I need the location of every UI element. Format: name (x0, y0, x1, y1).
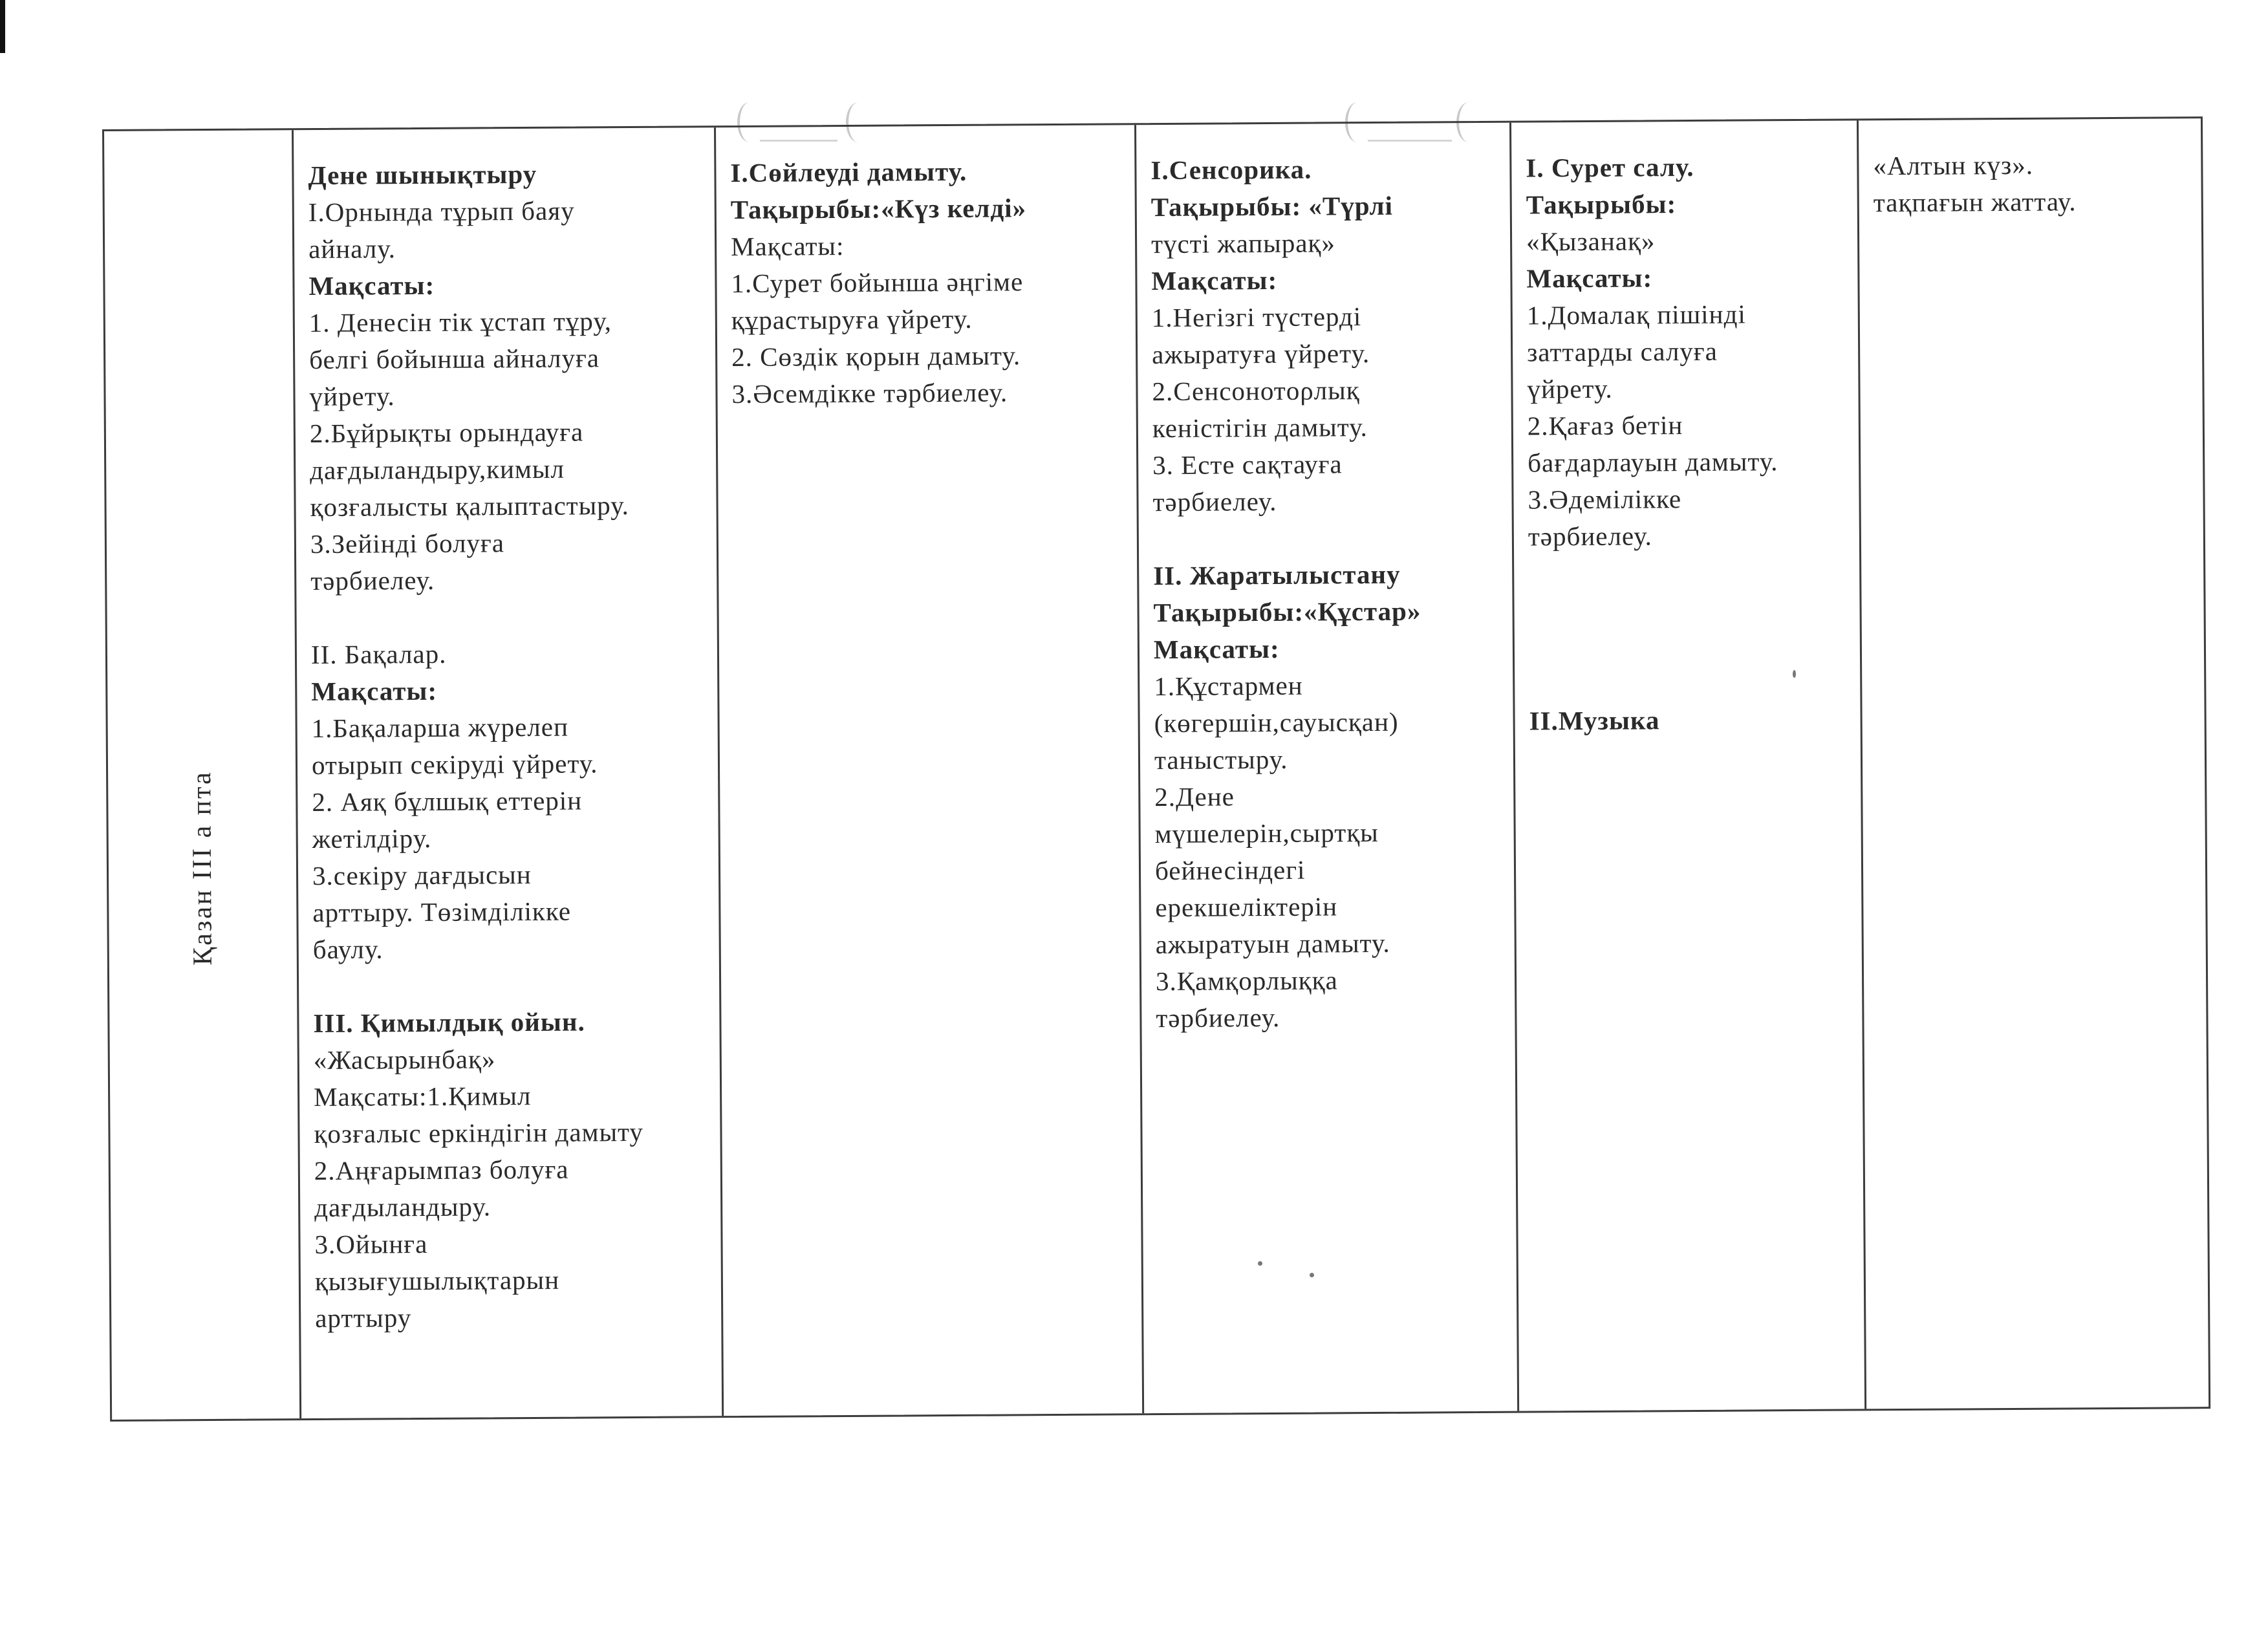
cell-text-line: үйрету. (1527, 373, 1613, 404)
cell-text-line: 1.Домалақ пішінді (1526, 299, 1746, 330)
cell-text-line: қызығушылықтарын (314, 1264, 560, 1297)
cell-text-line: 2.Аңғарымпаз болуға (314, 1154, 569, 1186)
blank-line (1528, 590, 1850, 629)
cell-text-line: Мақсаты: (311, 675, 438, 707)
cell-text-line: 2. Сөздік қорын дамыту. (731, 340, 1021, 373)
cell-text-line: Тақырыбы:«Күз келді» (730, 193, 1027, 225)
cell-text-line: 1.Негізгі түстерді (1151, 301, 1362, 333)
cell-text-line: 3.Ойынға (314, 1228, 428, 1260)
cell-text-line: Мақсаты: (1153, 633, 1280, 665)
cell-text-line: Мақсаты: (730, 230, 845, 262)
cell-text-line: Тақырыбы: «Түрлі (1150, 190, 1394, 222)
cell-text-line: тәрбиелеу. (310, 565, 435, 596)
cell-text-line: 2.Сенсонотορлық (1152, 375, 1360, 407)
cell-text-line: заттарды салуға (1527, 336, 1718, 367)
cell-text-line: 3. Есте сақтауға (1152, 449, 1343, 481)
cell-text-line: отырып секіруді үйрету. (311, 748, 598, 781)
cell-text-line: ажыратуын дамыту. (1155, 927, 1390, 960)
cell-text-line: таныстыру. (1154, 744, 1288, 775)
cell-text-line: ІІІ. Қимылдық ойын. (313, 1006, 585, 1039)
cell-text-line: Мақсаты: (1151, 265, 1278, 296)
blank-line (313, 966, 710, 1005)
blank-line (310, 597, 707, 636)
cell-text-line: І.Орнында тұрып баяу (308, 195, 575, 228)
drawing-music-cell (1509, 120, 1864, 1411)
cell-text-line: тәрбиелеу. (1528, 521, 1652, 552)
physical-education-cell (292, 127, 722, 1418)
cell-text-line: 1. Денесін тік ұстап тұру, (308, 306, 612, 338)
scan-corner-mark (0, 0, 5, 53)
cell-text-line: 2. Аяқ бұлшық еттерін (312, 785, 583, 817)
cell-text-line: 3.Әсемдікке тәрбиелеу. (731, 377, 1008, 409)
cell-text-line: баулу. (312, 934, 383, 965)
cell-text-line: 2.Қағаз бетін (1527, 410, 1683, 441)
blank-line (1529, 627, 1851, 666)
cell-text-line: 3.Зейінді болуға (310, 528, 505, 559)
cell-text-line: Дене шынықтыру (308, 158, 537, 191)
week-label: Қазан ІІІ а пта (187, 770, 218, 966)
cell-text-line: «Жасырынбақ» (313, 1044, 496, 1076)
cell-text-line: 2.Бұйрықты орындауға (309, 417, 584, 449)
poem-learning-cell (1857, 118, 2212, 1409)
cell-text-line: Мақсаты:1.Қимыл (314, 1080, 532, 1112)
weekly-plan-table (102, 116, 2210, 1422)
cell-text-line: 1.Құстармен (1154, 670, 1303, 702)
cell-text-line: дағдыландыру,кимыл (310, 453, 565, 486)
cell-text-line: «Қызанақ» (1526, 226, 1656, 257)
cell-text-line: Мақсаты: (1526, 263, 1653, 294)
cell-text-line: Мақсаты: (308, 270, 435, 301)
cell-text-line: ерекшеліктерін (1155, 891, 1338, 923)
cell-text-line: қозғалысты қалыптастыру. (310, 490, 629, 523)
cell-text-line: қозғалыс еркіндігін дамыту (314, 1116, 644, 1149)
cell-text-line: Тақырыбы:«Құстар» (1153, 596, 1421, 628)
cell-text-line: бағдарлауын дамыту. (1528, 446, 1778, 478)
cell-text-line: 1.Сурет бойынша әңгіме (731, 266, 1024, 299)
cell-text-line: кеністігін дамыту. (1152, 412, 1368, 444)
cell-text-line: І. Сурет салу. (1526, 151, 1694, 183)
cell-text-line: тәрбиелеу. (1156, 1002, 1280, 1034)
cell-text-line: (көгершін,сауысқан) (1154, 706, 1399, 739)
cell-text-line: үйрету. (309, 381, 395, 412)
cell-text-line: 1.Бақаларша жүрелеп (311, 711, 569, 744)
cell-text-line: жетілдіру. (312, 823, 432, 854)
sensorics-nature-cell (1134, 123, 1517, 1414)
blank-line (1529, 664, 1851, 702)
cell-text-line: түсті жапырақ» (1150, 228, 1336, 259)
blank-line (1528, 554, 1850, 592)
cell-text-line: ІІ.Музыка (1529, 705, 1660, 736)
cell-text-line: тақпағын жаттау. (1873, 186, 2077, 218)
cell-text-line: Тақырыбы: (1526, 189, 1677, 220)
cell-text-line: арттыру (315, 1303, 412, 1334)
cell-text-line: 3.Қамқорлыққа (1155, 965, 1338, 997)
cell-text-line: 3.Әдемілікке (1528, 484, 1682, 515)
cell-text-line: 2.Дене (1154, 781, 1235, 812)
cell-text-line: І.Сенсорика. (1150, 154, 1312, 186)
speech-development-cell (714, 125, 1142, 1416)
cell-text-line: бейнесіндегі (1154, 854, 1306, 886)
blank-line (1153, 519, 1503, 558)
cell-text-line: ажыратуға үйрету. (1152, 338, 1370, 370)
cell-text-line: ІІ. Жаратылыстану (1153, 559, 1401, 591)
cell-text-line: ІІ. Бақалар. (310, 638, 447, 670)
cell-text-line: 3.секіру дағдысын (312, 859, 532, 891)
cell-text-line: құрастыруға үйрету. (731, 303, 973, 336)
cell-text-line: айналу. (308, 233, 396, 265)
cell-text-line: дағдыландыру. (314, 1191, 491, 1223)
cell-text-line: «Алтын күз». (1873, 149, 2034, 181)
cell-text-line: тәрбиелеу. (1152, 486, 1277, 517)
cell-text-line: мүшелерін,сыртқы (1154, 817, 1379, 849)
cell-text-line: белгі бойынша айналуға (309, 343, 600, 375)
cell-text-line: арттыру. Төзімділікке (312, 896, 572, 928)
cell-text-line: І.Сөйлеуді дамыту. (730, 156, 967, 188)
